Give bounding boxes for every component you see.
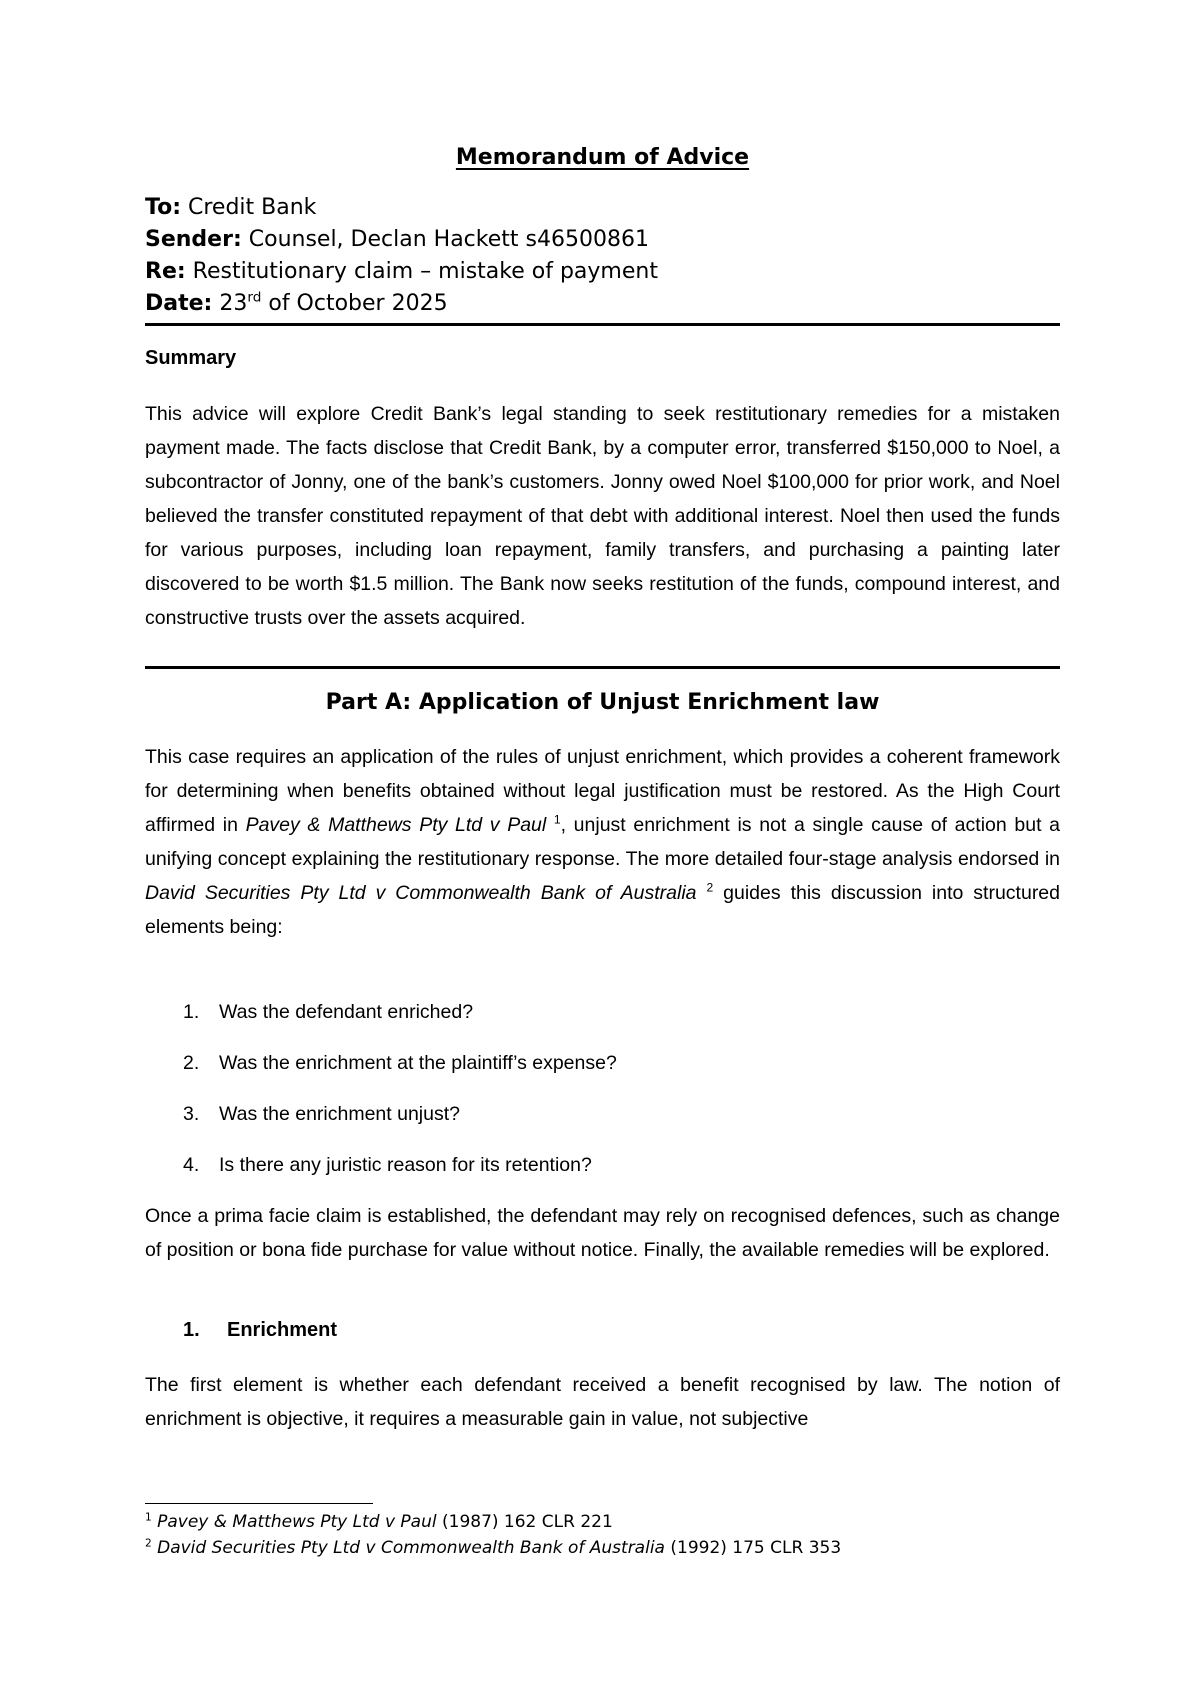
footnote-number: 2 [145, 1537, 152, 1550]
sender-line [145, 224, 1060, 256]
footnote-ref-1[interactable]: 1 [553, 812, 561, 827]
enrichment-paragraph: The first element is whether each defendant received a benefit recognised by law. The notion of enrichment is objective, it requires a measurable gain in value, not subjective [145, 1374, 1060, 1430]
memo-title: Memorandum of Advice [455, 145, 750, 170]
re-label: Re: [145, 259, 186, 284]
defences-paragraph: Once a prima facie claim is established, the defendant may rely on recognised defences, such as change of position or bona fide purchase for value without notice. Finally, the available remedies will be explored. [145, 1205, 1060, 1261]
enrichment-section-heading [183, 1319, 337, 1342]
list-item-text: Was the defendant enriched? [219, 1001, 474, 1023]
intro-text-3: guides this discussion into structured elements being: [145, 882, 1060, 938]
re-value: Restitutionary claim – mistake of payment [185, 259, 658, 284]
header-divider [145, 323, 1060, 326]
summary-heading: Summary [145, 347, 237, 369]
date-label: Date: [145, 291, 213, 316]
part-a-heading: Part A: Application of Unjust Enrichment law [325, 690, 880, 715]
list-item [145, 1097, 1060, 1148]
date-line [145, 288, 1060, 320]
footnote-case: David Securities Pty Ltd v Commonwealth Bank of Australia [157, 1538, 665, 1558]
to-label: To: [145, 195, 181, 220]
to-line [145, 192, 1060, 224]
sender-label: Sender: [145, 227, 242, 252]
footnote-citation: (1987) 162 CLR 221 [436, 1512, 613, 1532]
list-item [145, 995, 1060, 1046]
section-number: 1. [183, 1319, 200, 1341]
memo-header [145, 192, 1060, 320]
case-citation-pavey: Pavey & Matthews Pty Ltd v Paul [245, 814, 547, 836]
re-line [145, 256, 1060, 288]
list-item [145, 1148, 1060, 1199]
footnote-citation: (1992) 175 CLR 353 [664, 1538, 842, 1558]
footnotes [145, 1509, 1060, 1561]
questions-list [145, 995, 1060, 1199]
to-value: Credit Bank [181, 195, 317, 220]
intro-text-2: , unjust enrichment is not a single cause of action but a unifying concept explaining the restitutionary response. The more detailed four-stage analysis endorsed in [145, 814, 1060, 870]
footnote-case: Pavey & Matthews Pty Ltd v Paul [157, 1512, 437, 1532]
list-item [145, 1046, 1060, 1097]
footnote-2 [145, 1535, 1060, 1561]
date-day: 23 [212, 291, 248, 316]
case-citation-david-securities: David Securities Pty Ltd v Commonwealth Bank of Australia [145, 882, 697, 904]
intro-text-1: This case requires an application of the rules of unjust enrichment, which provides a coherent framework for determining when benefits obtained without legal justification must be restored. As the High Court affirmed in [145, 746, 1060, 836]
list-number: 1. [183, 1001, 200, 1023]
part-a-intro-paragraph [145, 740, 1060, 944]
footnote-number: 1 [145, 1511, 152, 1524]
footnote-separator [145, 1503, 373, 1504]
date-rest: of October 2025 [261, 291, 448, 316]
list-number: 4. [183, 1154, 200, 1176]
list-item-text: Was the enrichment at the plaintiff’s expense? [219, 1052, 617, 1074]
footnote-1 [145, 1509, 1060, 1535]
list-number: 2. [183, 1052, 200, 1074]
date-suffix: rd [247, 289, 262, 306]
sender-value: Counsel, Declan Hackett s46500861 [241, 227, 649, 252]
section-title: Enrichment [227, 1319, 338, 1341]
summary-paragraph: This advice will explore Credit Bank’s legal standing to seek restitutionary remedies for a mistaken payment made. The facts disclose that Credit Bank, by a computer error, transferred $150,000 to Noel, a subcontractor of Jonny, one of the bank’s customers. Jonny owed Noel $100,000 for prior work, and Noel believed the transfer constituted repayment of that debt with additional interest. Noel then used the funds for various purposes, including loan repayment, family transfers, and purchasing a painting later discovered to be worth $1.5 million. The Bank now seeks restitution of the funds, compound interest, and constructive trusts over the assets acquired. [145, 403, 1060, 629]
list-item-text: Was the enrichment unjust? [219, 1103, 460, 1125]
summary-divider [145, 666, 1060, 669]
footnote-ref-2[interactable]: 2 [706, 880, 714, 895]
list-item-text: Is there any juristic reason for its retention? [219, 1154, 592, 1176]
list-number: 3. [183, 1103, 200, 1125]
